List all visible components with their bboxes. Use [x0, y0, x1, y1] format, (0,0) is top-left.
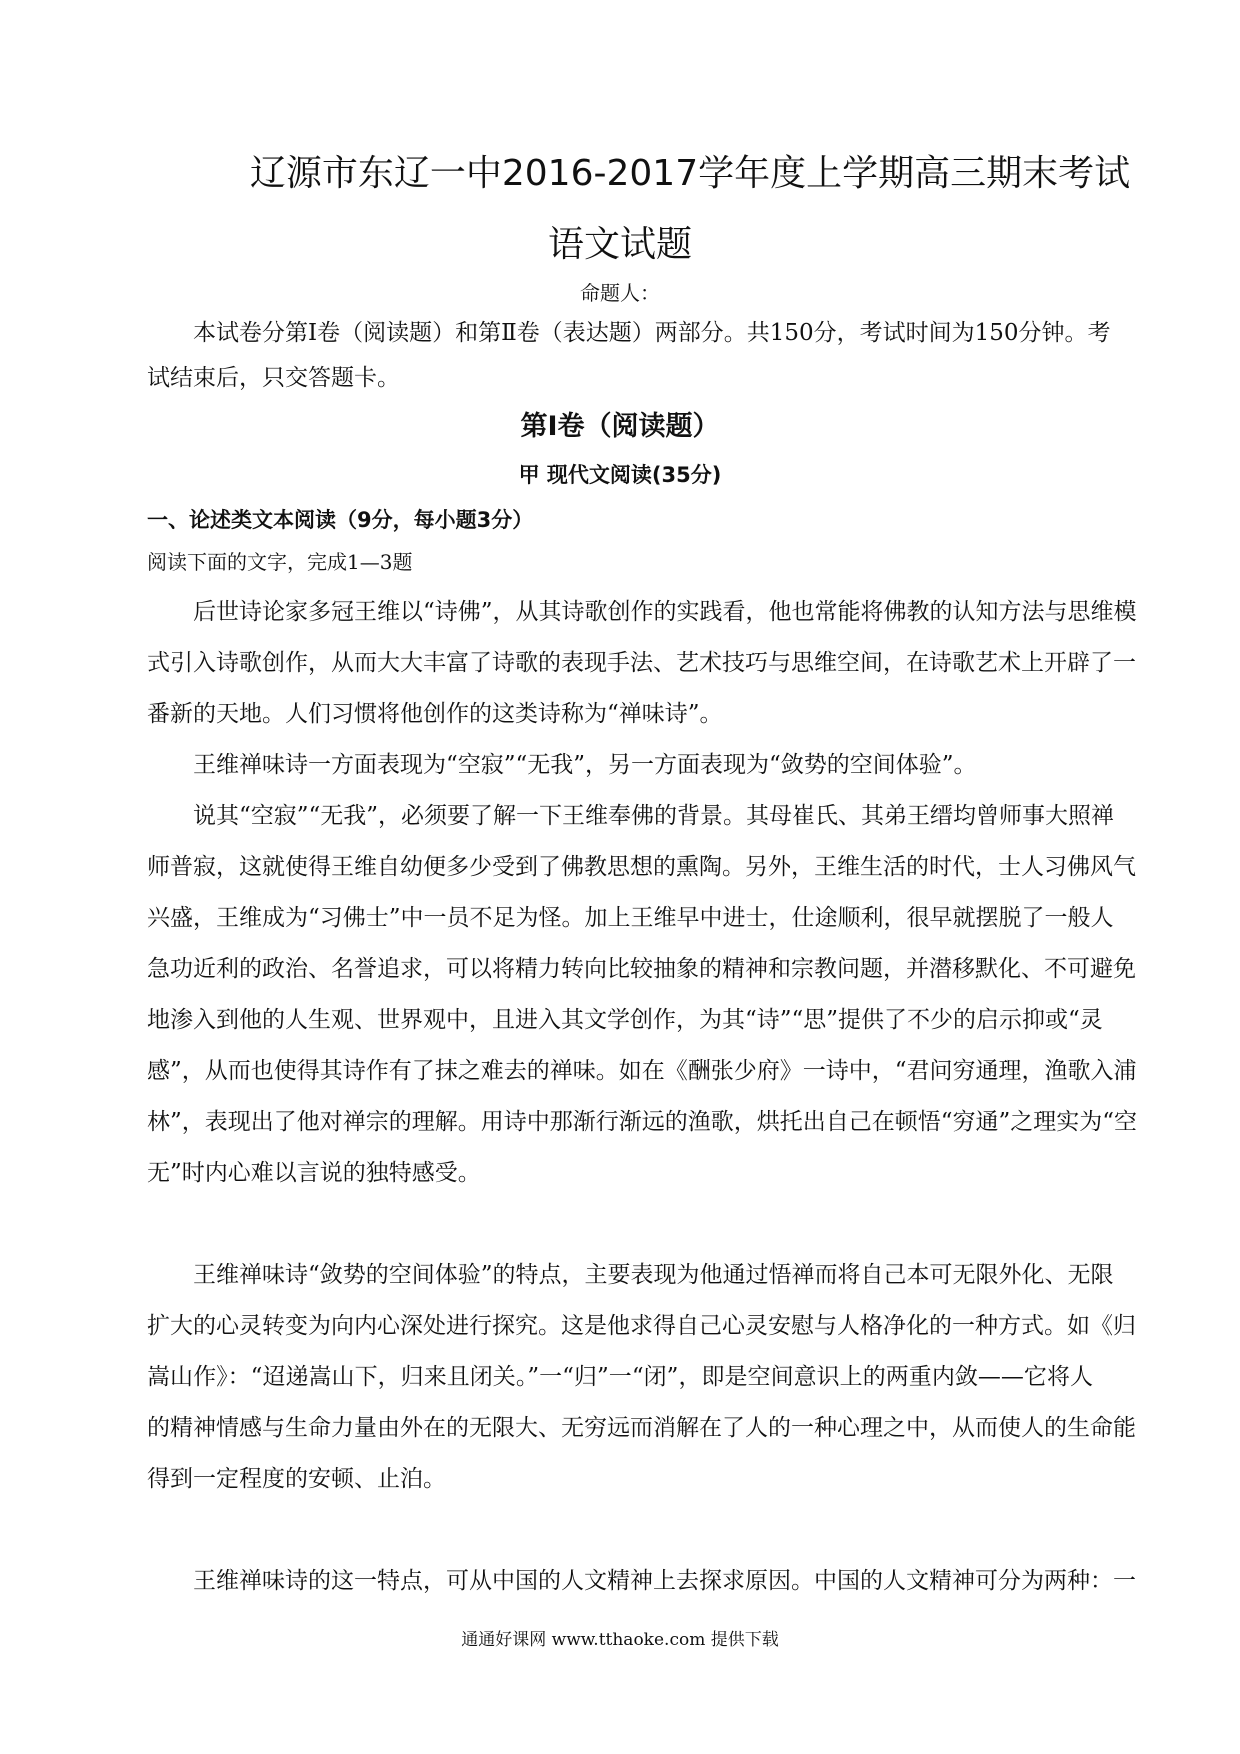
section-heading: 一、论述类文本阅读（9分，每小题3分）: [147, 508, 534, 532]
passage-line: 师普寂，这就使得王维自幼便多少受到了佛教思想的熏陶。另外，王维生活的时代，士人习佛风气: [147, 854, 1136, 880]
intro-line: 本试卷分第Ⅰ卷（阅读题）和第Ⅱ卷（表达题）两部分。共150分，考试时间为150分钟。考: [193, 320, 1111, 346]
part-title: 甲 现代文阅读(35分): [518, 463, 722, 487]
passage-line: 王维禅味诗一方面表现为“空寂”“无我”，另一方面表现为“敛势的空间体验”。: [193, 752, 977, 778]
passage-line: 扩大的心灵转变为向内心深处进行探究。这是他求得自己心灵安慰与人格净化的一种方式。如《归: [147, 1313, 1136, 1339]
passage-line: 得到一定程度的安顿、止泊。: [147, 1466, 446, 1492]
exam-title: 辽源市东辽一中2016-2017学年度上学期高三期末考试: [249, 153, 1131, 194]
passage-line: 兴盛，王维成为“习佛士”中一员不足为怪。加上王维早中进士，仕途顺利，很早就摆脱了一般人: [147, 905, 1114, 931]
passage-line: 无”时内心难以言说的独特感受。: [147, 1160, 481, 1186]
passage-line: 的精神情感与生命力量由外在的无限大、无穷远而消解在了人的一种心理之中，从而使人的生命能: [147, 1415, 1136, 1441]
passage-line: 感”，从而也使得其诗作有了抹之难去的禅味。如在《酬张少府》一诗中，“君问穷通理，渔歌入浦: [147, 1058, 1137, 1084]
passage-line: 王维禅味诗的这一特点，可从中国的人文精神上去探求原因。中国的人文精神可分为两种：一: [193, 1568, 1136, 1594]
passage-line: 王维禅味诗“敛势的空间体验”的特点，主要表现为他通过悟禅而将自己本可无限外化、无限: [193, 1262, 1114, 1288]
passage-line: 番新的天地。人们习惯将他创作的这类诗称为“禅味诗”。: [147, 701, 723, 727]
section-instruction: 阅读下面的文字，完成1—3题: [147, 550, 413, 574]
exam-subtitle: 语文试题: [547, 224, 692, 265]
passage-line: 急功近利的政治、名誉追求，可以将精力转向比较抽象的精神和宗教问题，并潜移默化、不可避免: [147, 956, 1136, 982]
passage-line: 后世诗论家多冠王维以“诗佛”，从其诗歌创作的实践看，他也常能将佛教的认知方法与思维模: [193, 599, 1137, 625]
passage-line: 嵩山作》：“迢递嵩山下，归来且闭关。”一“归”一“闭”，即是空间意识上的两重内敛——它将人: [147, 1364, 1093, 1390]
footer-watermark: 通通好课网 www.tthaoke.com 提供下载: [461, 1630, 779, 1650]
passage-line: 地渗入到他的人生观、世界观中，且进入其文学创作，为其“诗”“思”提供了不少的启示抑或“灵: [147, 1007, 1103, 1033]
passage-line: 式引入诗歌创作，从而大大丰富了诗歌的表现手法、艺术技巧与思维空间，在诗歌艺术上开辟了一: [147, 650, 1136, 676]
intro-line: 试结束后，只交答题卡。: [147, 365, 400, 391]
author-label: 命题人：: [580, 281, 660, 305]
passage-line: 林”，表现出了他对禅宗的理解。用诗中那渐行渐远的渔歌，烘托出自己在顿悟“穷通”之理实为“空: [147, 1109, 1138, 1135]
volume-title: 第Ⅰ卷（阅读题）: [520, 411, 720, 442]
passage-line: 说其“空寂”“无我”，必须要了解一下王维奉佛的背景。其母崔氏、其弟王缙均曾师事大照禅: [193, 803, 1115, 829]
